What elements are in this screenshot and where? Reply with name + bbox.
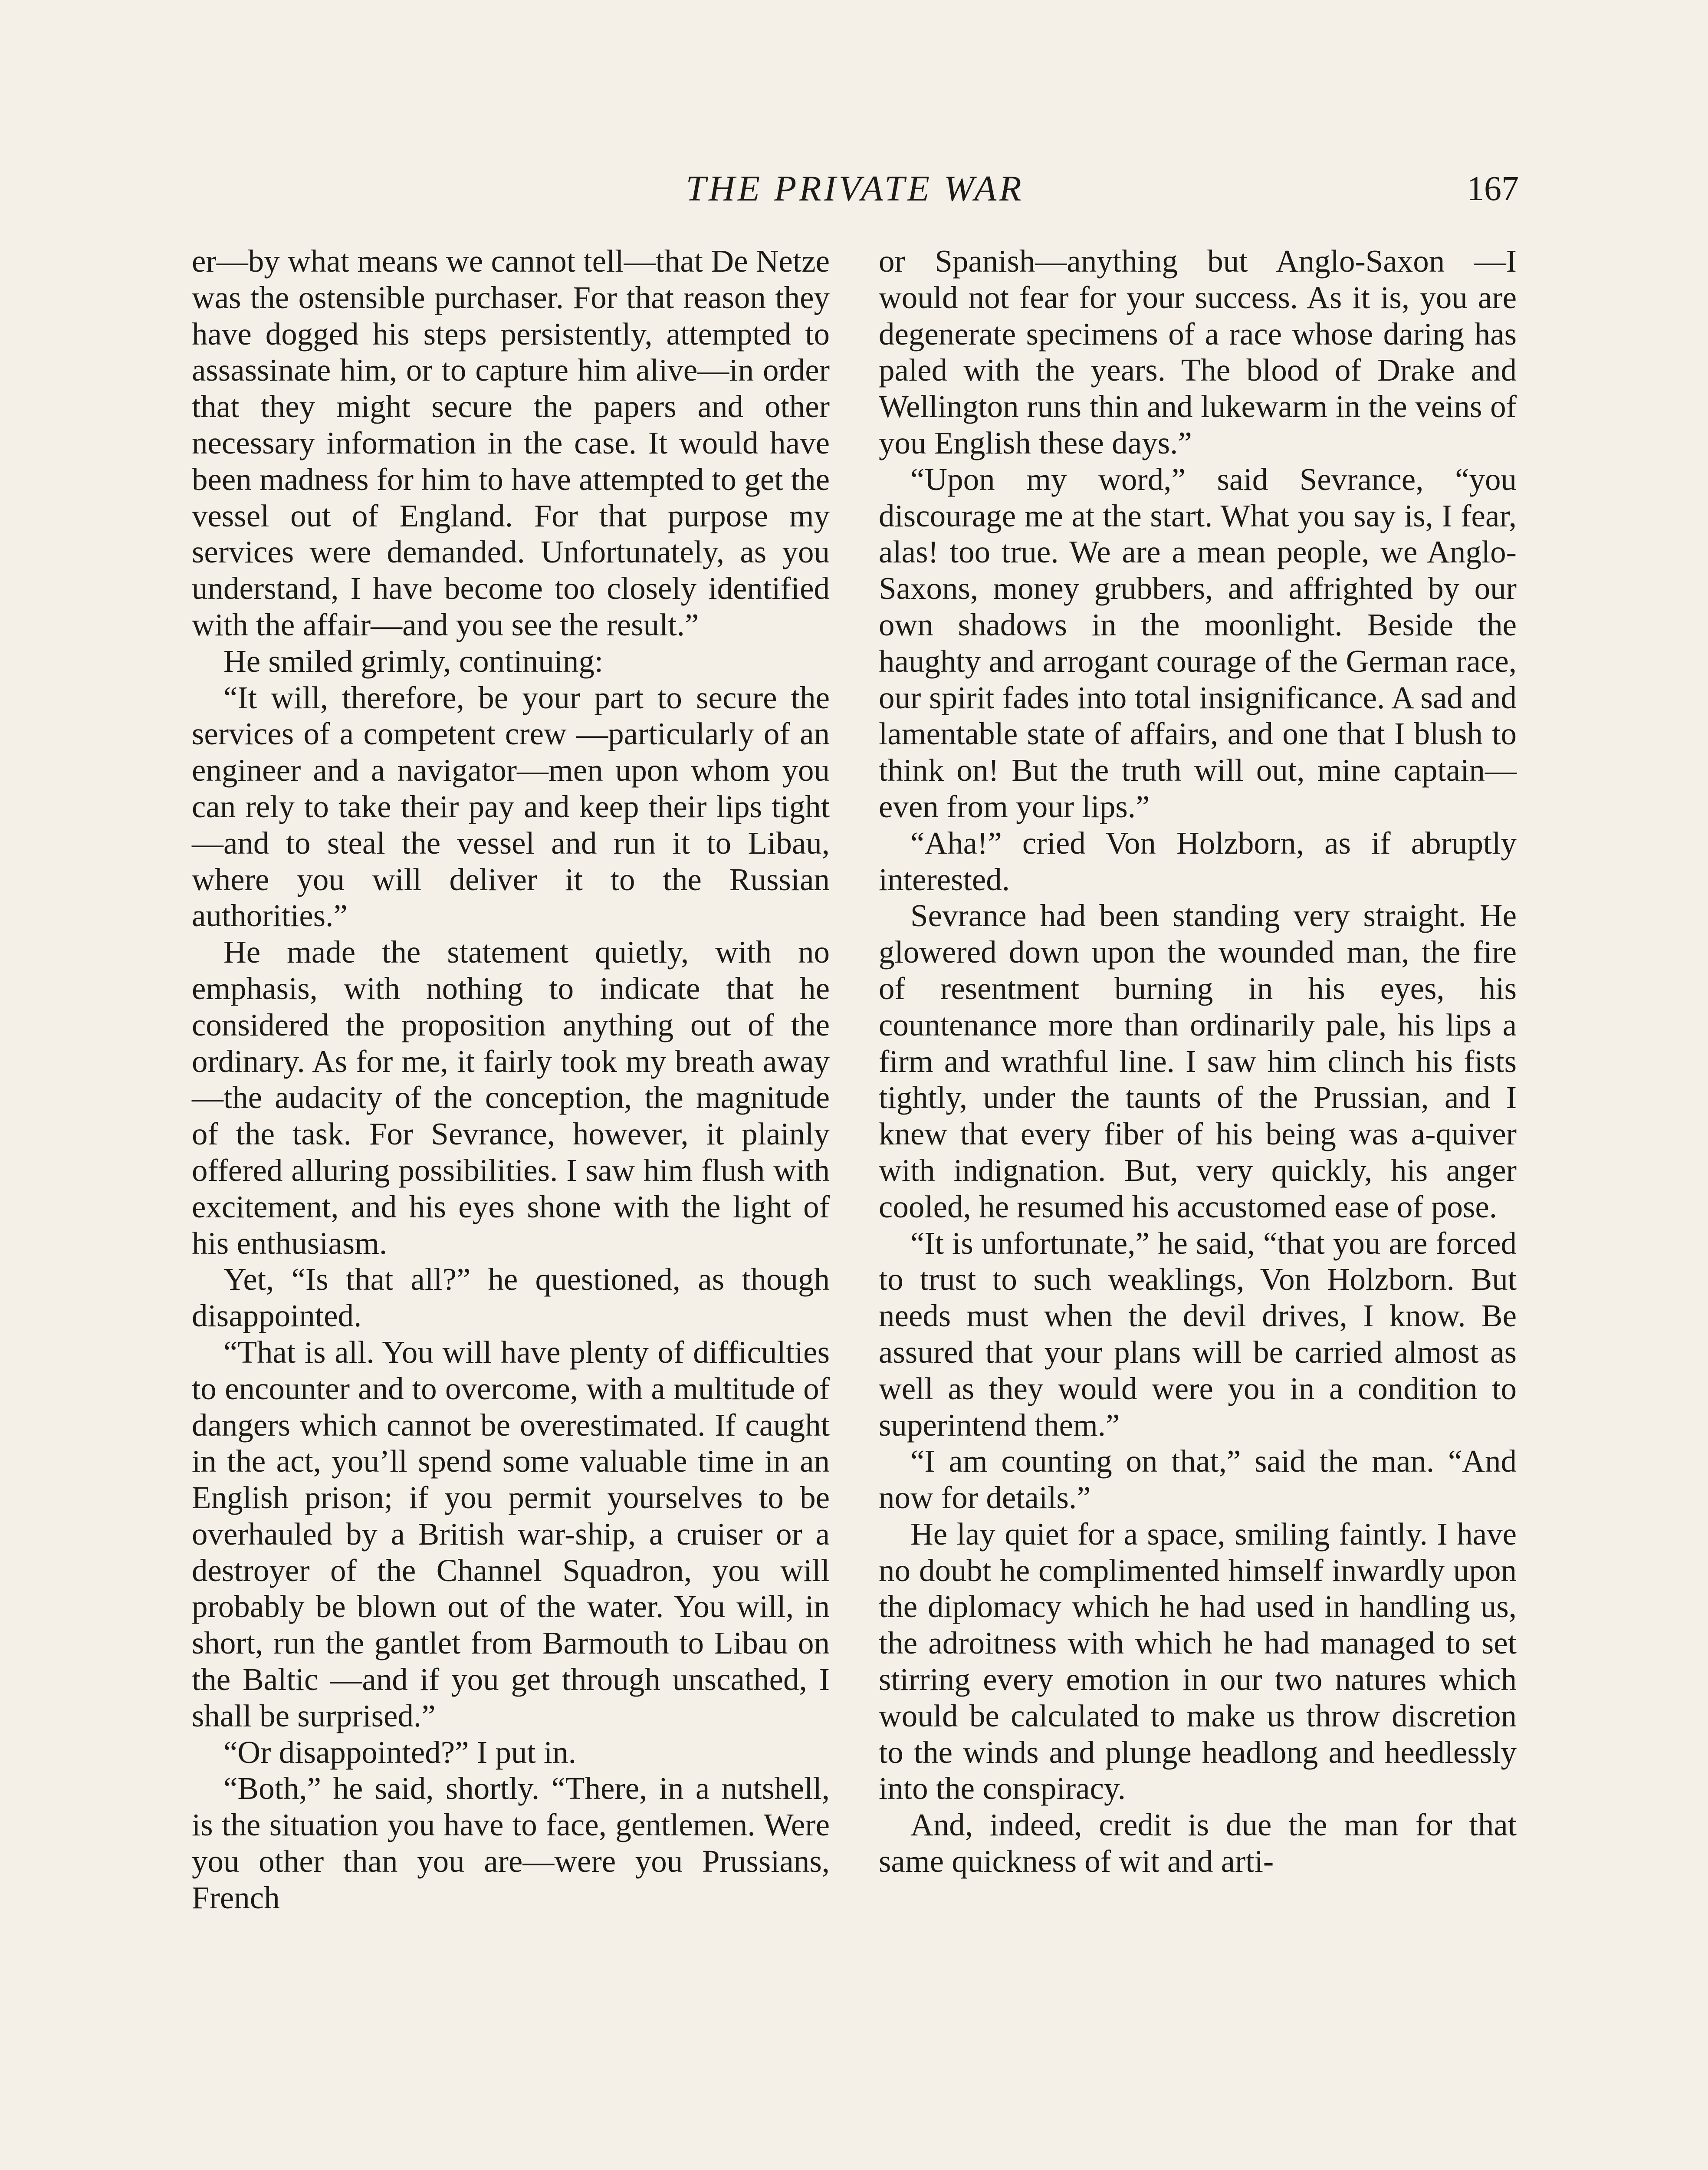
paragraph: “I am counting on that,” said the man. “And now for details.” xyxy=(879,1443,1517,1516)
page-number: 167 xyxy=(1467,170,1519,208)
paragraph: “It is unfortunate,” he said, “that you are forced to trust to such weaklings, Von Holzborn. But needs must when the devil drives, I know. Be assured that your plans will be carried almost as well as they would were you in a condition to superintend them.” xyxy=(879,1225,1517,1443)
paragraph: “Aha!” cried Von Holzborn, as if abruptly interested. xyxy=(879,825,1517,897)
left-column xyxy=(192,243,830,1916)
paragraph: “That is all. You will have plenty of difficulties to encounter and to overcome, with a multitude of dangers which cannot be overestimated. If caught in the act, you’ll spend some valuable time in an English prison; if you permit yourselves to be overhauled by a British war-ship, a cruiser or a destroyer of the Channel Squadron, you will probably be blown out of the water. You will, in short, run the gantlet from Barmouth to Libau on the Baltic —and if you get through unscathed, I shall be surprised.” xyxy=(192,1334,830,1733)
right-column xyxy=(879,243,1517,1880)
paragraph: He smiled grimly, continuing: xyxy=(223,643,604,679)
running-title: THE PRIVATE WAR xyxy=(686,168,1024,209)
paragraph: He made the statement quietly, with no emphasis, with nothing to indicate that he considered the proposition anything out of the ordinary. As for me, it fairly took my breath away—the audacity of the conception, the magnitude of the task. For Sevrance, however, it plainly offered alluring possibilities. I saw him flush with excitement, and his eyes shone with the light of his enthusiasm. xyxy=(192,934,830,1261)
paragraph: Yet, “Is that all?” he questioned, as though disappointed. xyxy=(192,1262,830,1334)
paragraph: And, indeed, credit is due the man for that same quickness of wit and arti- xyxy=(879,1807,1517,1879)
paragraph: or Spanish—anything but Anglo-Saxon —I would not fear for your success. As it is, you are degenerate specimens of a race whose daring has paled with the years. The blood of Drake and Wellington runs thin and lukewarm in the veins of you English these days.” xyxy=(879,243,1517,460)
paragraph: He lay quiet for a space, smiling faintly. I have no doubt he complimented himself inwardly upon the diplomacy which he had used in handling us, the adroitness with which he had managed to set stirring every emotion in our two natures which would be calculated to make us throw discretion to the winds and plunge headlong and heedlessly into the conspiracy. xyxy=(879,1516,1517,1806)
paragraph: “Both,” he said, shortly. “There, in a nutshell, is the situation you have to face, gentlemen. Were you other than you are—were you Prussians, French xyxy=(192,1771,830,1915)
paragraph: er—by what means we cannot tell—that De Netze was the ostensible purchaser. For that reason they have dogged his steps persistently, attempted to assassinate him, or to capture him alive—in order that they might secure the papers and other necessary information in the case. It would have been madness for him to have attempted to get the vessel out of England. For that purpose my services were demanded. Unfortunately, as you understand, I have become too closely identified with the affair—and you see the result.” xyxy=(192,243,830,642)
page-header xyxy=(191,165,1519,217)
paragraph: “Or disappointed?” I put in. xyxy=(223,1734,576,1770)
paragraph: Sevrance had been standing very straight. He glowered down upon the wounded man, the fire of resentment burning in his eyes, his countenance more than ordinarily pale, his lips a firm and wrathful line. I saw him clinch his fists tightly, under the taunts of the Prussian, and I knew that every fiber of his being was a-quiver with indignation. But, very quickly, his anger cooled, he resumed his accustomed ease of pose. xyxy=(879,898,1517,1224)
paragraph: “Upon my word,” said Sevrance, “you discourage me at the start. What you say is, I fear, alas! too true. We are a mean people, we Anglo-Saxons, money grubbers, and affrighted by our own shadows in the moonlight. Beside the haughty and arrogant courage of the German race, our spirit fades into total insignificance. A sad and lamentable state of affairs, and one that I blush to think on! But the truth will out, mine captain—even from your lips.” xyxy=(879,461,1517,824)
paragraph: “It will, therefore, be your part to secure the services of a competent crew —particularly of an engineer and a navigator—men upon whom you can rely to take their pay and keep their lips tight—and to steal the vessel and run it to Libau, where you will deliver it to the Russian authorities.” xyxy=(192,680,830,934)
